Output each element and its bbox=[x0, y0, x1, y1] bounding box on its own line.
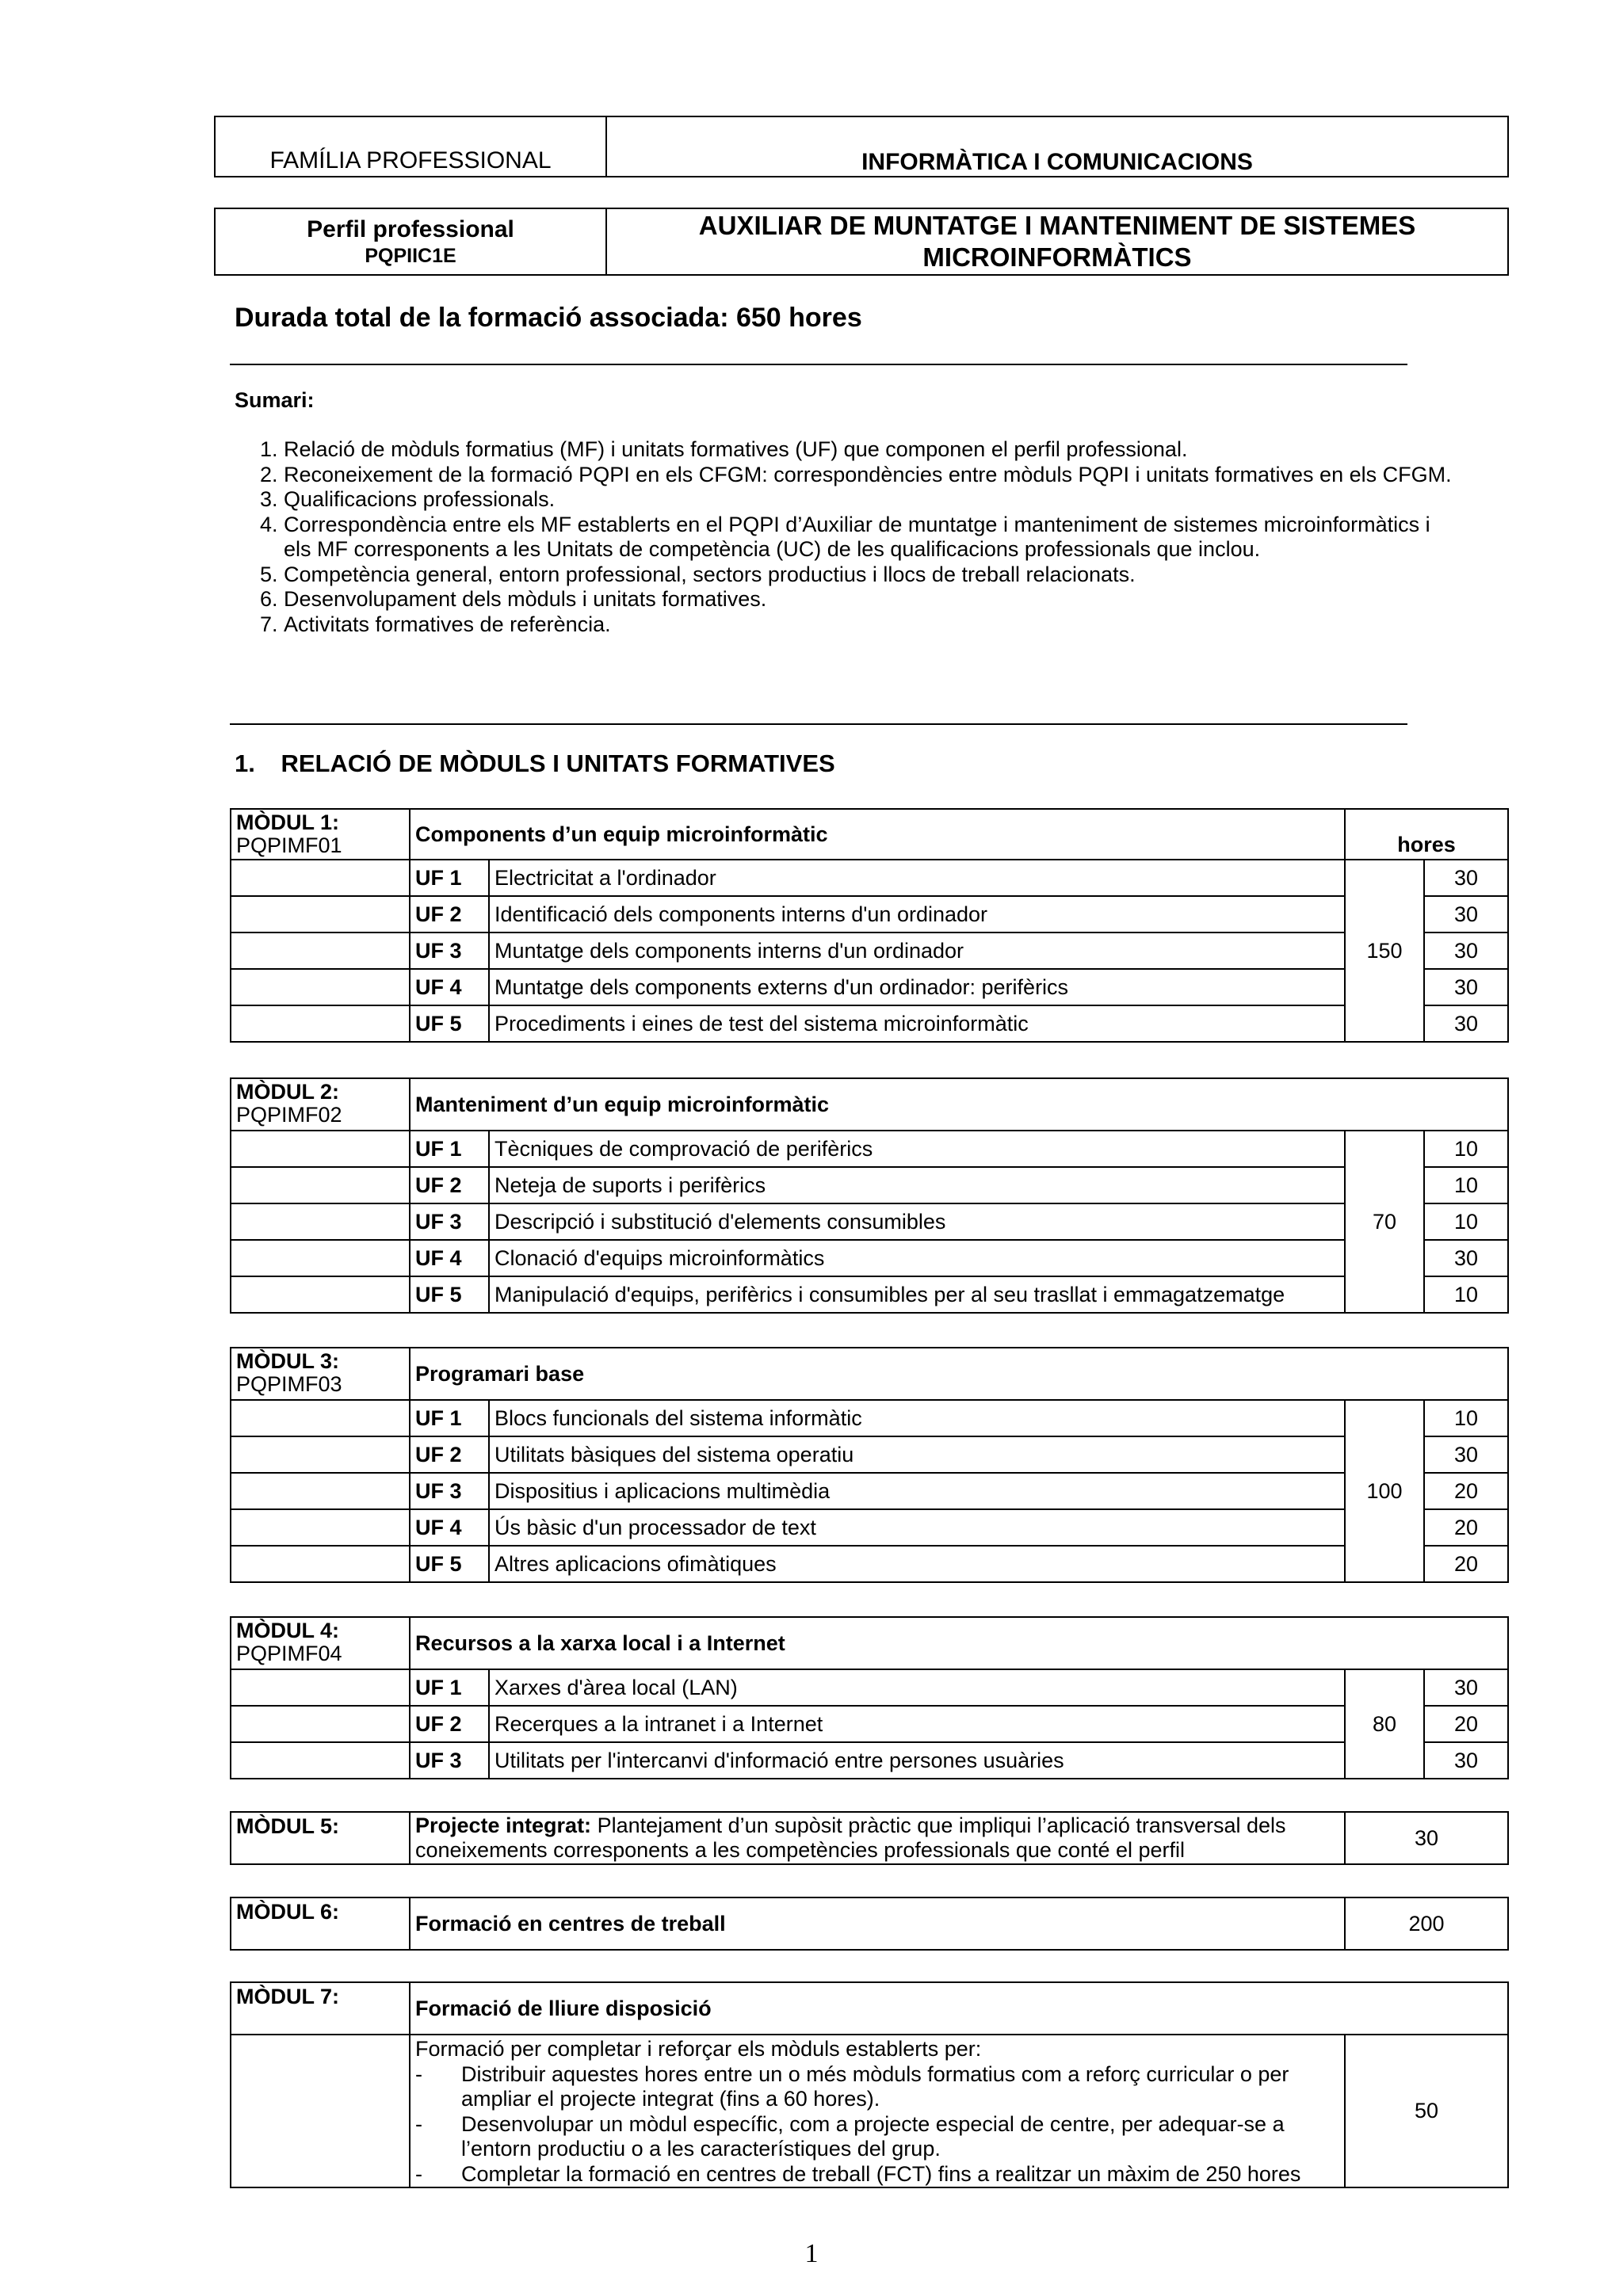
module-label: MÒDUL 4: bbox=[236, 1619, 340, 1642]
module-id-cell-empty bbox=[231, 1473, 410, 1509]
module-id-cell-empty bbox=[231, 1131, 410, 1167]
module-title-rest: Plantejament d’un supòsit pràctic que impliqui l’aplicació transversal dels coneixements corresponents a les competències professionals que conté el perfil bbox=[415, 1814, 1286, 1862]
module-id-cell-empty bbox=[231, 1546, 410, 1582]
uf-name: Muntatge dels components interns d'un ordinador bbox=[489, 933, 1345, 969]
module-title: Components d’un equip microinformàtic bbox=[410, 809, 1345, 860]
module-label: MÒDUL 1: bbox=[236, 810, 340, 834]
uf-id: UF 1 bbox=[410, 1669, 489, 1706]
module-intro: Formació per completar i reforçar els mòduls establerts per: bbox=[415, 2037, 982, 2061]
uf-hours: 30 bbox=[1424, 933, 1508, 969]
module-id-cell-empty bbox=[231, 1167, 410, 1203]
total-duration: Durada total de la formació associada: 650 hores bbox=[235, 303, 862, 333]
uf-hours: 30 bbox=[1424, 1669, 1508, 1706]
uf-hours: 30 bbox=[1424, 1742, 1508, 1779]
module-id-cell-empty bbox=[231, 1005, 410, 1042]
module-id-cell-empty bbox=[231, 1400, 410, 1436]
uf-id: UF 1 bbox=[410, 1400, 489, 1436]
module-id-cell-empty bbox=[231, 1240, 410, 1276]
profile-table bbox=[214, 208, 1509, 276]
uf-hours: 30 bbox=[1424, 1240, 1508, 1276]
module-title: Manteniment d’un equip microinformàtic bbox=[410, 1078, 1508, 1131]
uf-name: Ús bàsic d'un processador de text bbox=[489, 1509, 1345, 1546]
module-description bbox=[410, 2035, 1345, 2187]
uf-id: UF 2 bbox=[410, 1167, 489, 1203]
uf-hours: 10 bbox=[1424, 1203, 1508, 1240]
profile-code: PQPIIC1E bbox=[365, 245, 456, 267]
uf-id: UF 3 bbox=[410, 1473, 489, 1509]
summary-item: 6. Desenvolupament dels mòduls i unitats formatives. bbox=[284, 587, 1457, 612]
module-id-cell-empty bbox=[231, 1436, 410, 1473]
summary-title: Sumari: bbox=[235, 388, 315, 412]
module-label: MÒDUL 2: bbox=[236, 1080, 340, 1104]
module-id-cell-empty bbox=[231, 1509, 410, 1546]
uf-hours: 20 bbox=[1424, 1706, 1508, 1742]
module-id-cell bbox=[231, 1078, 410, 1131]
module-title: Programari base bbox=[410, 1348, 1508, 1400]
profile-title: AUXILIAR DE MUNTATGE I MANTENIMENT DE SISTEMES MICROINFORMÀTICS bbox=[606, 208, 1508, 275]
uf-name: Neteja de suports i perifèrics bbox=[489, 1167, 1345, 1203]
uf-name: Dispositius i aplicacions multimèdia bbox=[489, 1473, 1345, 1509]
uf-name: Manipulació d'equips, perifèrics i consumibles per al seu trasllat i emmagatzematge bbox=[489, 1276, 1345, 1313]
hours-header: hores bbox=[1345, 809, 1508, 860]
uf-hours: 30 bbox=[1424, 860, 1508, 896]
uf-name: Altres aplicacions ofimàtiques bbox=[489, 1546, 1345, 1582]
module-hours: 200 bbox=[1345, 1897, 1508, 1950]
uf-id: UF 1 bbox=[410, 860, 489, 896]
module-id-cell-empty bbox=[231, 1276, 410, 1313]
module-total-hours: 100 bbox=[1345, 1400, 1424, 1582]
module-hours: 50 bbox=[1345, 2035, 1508, 2187]
uf-id: UF 1 bbox=[410, 1131, 489, 1167]
uf-name: Utilitats per l'intercanvi d'informació entre persones usuàries bbox=[489, 1742, 1345, 1779]
page-number: 1 bbox=[804, 2239, 819, 2268]
module-id-cell-empty bbox=[231, 860, 410, 896]
module-total-hours: 70 bbox=[1345, 1131, 1424, 1313]
uf-hours: 10 bbox=[1424, 1167, 1508, 1203]
uf-hours: 30 bbox=[1424, 1436, 1508, 1473]
module-code: PQPIMF03 bbox=[236, 1372, 342, 1396]
uf-name: Clonació d'equips microinformàtics bbox=[489, 1240, 1345, 1276]
uf-id: UF 3 bbox=[410, 1203, 489, 1240]
module-code: PQPIMF01 bbox=[236, 833, 342, 857]
uf-id: UF 2 bbox=[410, 1706, 489, 1742]
uf-id: UF 5 bbox=[410, 1005, 489, 1042]
bullet-text: Desenvolupar un mòdul específic, com a projecte especial de centre, per adequar-se a l’entorn productiu o a les característiques del grup. bbox=[461, 2111, 1285, 2161]
module-hours: 30 bbox=[1345, 1812, 1508, 1864]
profile-cell bbox=[215, 208, 606, 275]
module-id-cell-empty bbox=[231, 1203, 410, 1240]
uf-id: UF 4 bbox=[410, 1240, 489, 1276]
uf-id: UF 5 bbox=[410, 1546, 489, 1582]
family-table bbox=[214, 116, 1509, 177]
family-value: INFORMÀTICA I COMUNICACIONS bbox=[606, 116, 1508, 177]
module-id-cell bbox=[231, 1617, 410, 1669]
summary-item: 5. Competència general, entorn professional, sectors productius i llocs de treball relacionats. bbox=[284, 563, 1457, 588]
uf-id: UF 2 bbox=[410, 896, 489, 933]
uf-hours: 20 bbox=[1424, 1509, 1508, 1546]
uf-hours: 10 bbox=[1424, 1131, 1508, 1167]
module-title: Recursos a la xarxa local i a Internet bbox=[410, 1617, 1508, 1669]
uf-hours: 30 bbox=[1424, 896, 1508, 933]
module-total-hours: 80 bbox=[1345, 1669, 1424, 1779]
module-id-cell-empty bbox=[231, 1706, 410, 1742]
module-id-cell-empty bbox=[231, 1669, 410, 1706]
summary-item: 4. Correspondència entre els MF establerts en el PQPI d’Auxiliar de muntatge i manteniment de sistemes microinformàtics i els MF corresponents a les Unitats de competència (UC) de les qualificacions professionals que inclou. bbox=[284, 513, 1457, 563]
module-bullet: - Completar la formació en centres de treball (FCT) fins a realitzar un màxim de 250 hores bbox=[415, 2161, 1301, 2186]
summary-item: 1. Relació de mòduls formatius (MF) i unitats formatives (UF) que componen el perfil professional. bbox=[284, 437, 1457, 463]
module-title: Formació de lliure disposició bbox=[410, 1982, 1508, 2035]
uf-name: Recerques a la intranet i a Internet bbox=[489, 1706, 1345, 1742]
summary-item: 3. Qualificacions professionals. bbox=[284, 487, 1457, 513]
module-total-hours: 150 bbox=[1345, 860, 1424, 1042]
section-title: RELACIÓ DE MÒDULS I UNITATS FORMATIVES bbox=[281, 749, 835, 777]
module-id-cell-empty bbox=[231, 896, 410, 933]
module-5-table bbox=[230, 1811, 1509, 1865]
uf-name: Identificació dels components interns d'un ordinador bbox=[489, 896, 1345, 933]
module-7-table bbox=[230, 1981, 1509, 2188]
uf-id: UF 3 bbox=[410, 933, 489, 969]
module-6-table bbox=[230, 1897, 1509, 1951]
summary-item: 2. Reconeixement de la formació PQPI en els CFGM: correspondències entre mòduls PQPI i unitats formatives en els CFGM. bbox=[284, 463, 1457, 488]
uf-hours: 20 bbox=[1424, 1546, 1508, 1582]
uf-id: UF 2 bbox=[410, 1436, 489, 1473]
uf-hours: 10 bbox=[1424, 1400, 1508, 1436]
module-label: MÒDUL 5: bbox=[231, 1812, 410, 1864]
uf-id: UF 5 bbox=[410, 1276, 489, 1313]
module-code: PQPIMF04 bbox=[236, 1642, 342, 1665]
uf-id: UF 3 bbox=[410, 1742, 489, 1779]
uf-name: Electricitat a l'ordinador bbox=[489, 860, 1345, 896]
uf-name: Xarxes d'àrea local (LAN) bbox=[489, 1669, 1345, 1706]
uf-name: Utilitats bàsiques del sistema operatiu bbox=[489, 1436, 1345, 1473]
module-title-bold: Projecte integrat: bbox=[415, 1814, 592, 1837]
module-id-cell-empty bbox=[231, 933, 410, 969]
uf-hours: 30 bbox=[1424, 1005, 1508, 1042]
module-bullet: - Distribuir aquestes hores entre un o més mòduls formatius com a reforç curricular o per ampliar el projecte integrat (fins a 60 hores). bbox=[415, 2062, 1339, 2112]
module-title: Formació en centres de treball bbox=[410, 1897, 1345, 1950]
module-id-cell bbox=[231, 809, 410, 860]
uf-name: Blocs funcionals del sistema informàtic bbox=[489, 1400, 1345, 1436]
summary-list bbox=[235, 437, 1457, 637]
module-id-cell-empty bbox=[231, 2035, 410, 2187]
uf-id: UF 4 bbox=[410, 969, 489, 1005]
module-id-cell bbox=[231, 1348, 410, 1400]
family-label: FAMÍLIA PROFESSIONAL bbox=[215, 116, 606, 177]
summary-item: 7. Activitats formatives de referència. bbox=[284, 612, 1457, 638]
module-4-table bbox=[230, 1616, 1509, 1779]
uf-hours: 20 bbox=[1424, 1473, 1508, 1509]
module-code: PQPIMF02 bbox=[236, 1103, 342, 1127]
uf-name: Tècniques de comprovació de perifèrics bbox=[489, 1131, 1345, 1167]
uf-name: Descripció i substitució d'elements consumibles bbox=[489, 1203, 1345, 1240]
module-bullet: - Desenvolupar un mòdul específic, com a projecte especial de centre, per adequar-se a l’entorn productiu o a les característiques del grup. bbox=[415, 2112, 1339, 2162]
module-id-cell-empty bbox=[231, 969, 410, 1005]
divider-top bbox=[230, 364, 1407, 365]
module-1-table bbox=[230, 808, 1509, 1043]
module-label: MÒDUL 6: bbox=[231, 1897, 410, 1950]
uf-hours: 30 bbox=[1424, 969, 1508, 1005]
uf-id: UF 4 bbox=[410, 1509, 489, 1546]
section-number: 1. bbox=[235, 749, 255, 777]
module-2-table bbox=[230, 1077, 1509, 1314]
module-label: MÒDUL 3: bbox=[236, 1349, 340, 1373]
uf-name: Muntatge dels components externs d'un ordinador: perifèrics bbox=[489, 969, 1345, 1005]
uf-hours: 10 bbox=[1424, 1276, 1508, 1313]
bullet-text: Completar la formació en centres de treball (FCT) fins a realitzar un màxim de 250 hores bbox=[461, 2161, 1301, 2186]
module-label: MÒDUL 7: bbox=[231, 1982, 410, 2035]
divider-bottom bbox=[230, 723, 1407, 725]
profile-label: Perfil professional bbox=[307, 216, 514, 242]
module-title bbox=[410, 1812, 1345, 1864]
bullet-text: Distribuir aquestes hores entre un o més mòduls formatius com a reforç curricular o per ampliar el projecte integrat (fins a 60 hores). bbox=[461, 2061, 1289, 2111]
module-3-table bbox=[230, 1347, 1509, 1583]
uf-name: Procediments i eines de test del sistema microinformàtic bbox=[489, 1005, 1345, 1042]
module-id-cell-empty bbox=[231, 1742, 410, 1779]
section-heading bbox=[235, 749, 835, 778]
